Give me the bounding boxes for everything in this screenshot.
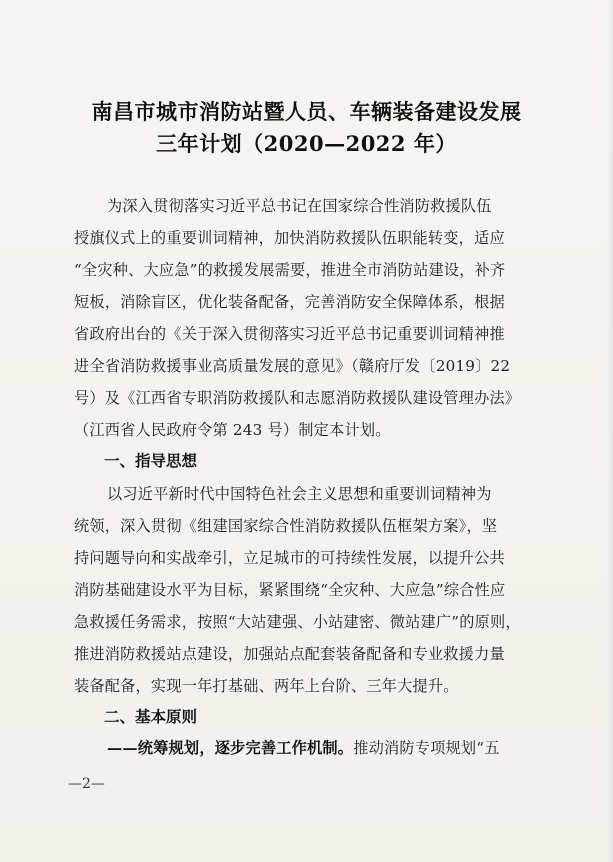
intro-line: 为深入贯彻落实习近平总书记在国家综合性消防救援队伍 — [107, 197, 492, 215]
intro-line: 号）及《江西省专职消防救援队和志愿消防救援队建设管理办法》 — [74, 389, 521, 407]
intro-line: 进全省消防救援事业高质量发展的意见》（赣府厅发〔2019〕22 — [74, 357, 511, 375]
intro-line: 授旗仪式上的重要训词精神，加快消防救援队伍职能转变，适应 — [74, 229, 505, 247]
intro-line: （江西省人民政府令第 243 号）制定本计划。 — [74, 421, 391, 439]
document-title-line-2: 三年计划（2020—2022 年） — [156, 131, 457, 156]
section1-line: 以习近平新时代中国特色社会主义思想和重要训词精神为 — [107, 485, 492, 503]
principle-1-line — [107, 737, 500, 758]
section1-line: 统领，深入贯彻《组建国家综合性消防救援队伍框架方案》，坚 — [74, 517, 498, 535]
section1-line: 急救援任务需求，按照“大站建强、小站建密、微站建广”的原则， — [74, 613, 521, 631]
section-heading-basic-principles: 二、基本原则 — [104, 707, 198, 726]
principle-1-text: 推动消防专项规划“五 — [353, 739, 500, 757]
section1-line: 推进消防救援站点建设，加强站点配套装备配备和专业救援力量 — [74, 645, 505, 663]
intro-line: 省政府出台的《关于深入贯彻落实习近平总书记重要训词精神推 — [74, 325, 505, 343]
document-title-line-1: 南昌市城市消防站暨人员、车辆装备建设发展 — [91, 99, 522, 124]
page-number: —2— — [68, 776, 105, 792]
intro-line: 短板，消除盲区，优化装备配备，完善消防安全保障体系，根据 — [74, 293, 505, 311]
section-heading-guiding-ideology: 一、指导思想 — [104, 451, 198, 470]
intro-line: “全灾种、大应急”的救援发展需要，推进全市消防站建设，补齐 — [74, 261, 506, 279]
section1-line: 持问题导向和实战牵引，立足城市的可持续性发展，以提升公共 — [74, 549, 505, 567]
page-edge-shadow — [607, 0, 613, 862]
section1-line: 消防基础建设水平为目标，紧紧围绕“全灾种、大应急”综合性应 — [74, 581, 506, 599]
section1-line: 装备配备，实现一年打基础、两年上台阶、三年大提升。 — [74, 677, 459, 695]
principle-1-lead: ——统筹规划，逐步完善工作机制。 — [107, 739, 354, 757]
